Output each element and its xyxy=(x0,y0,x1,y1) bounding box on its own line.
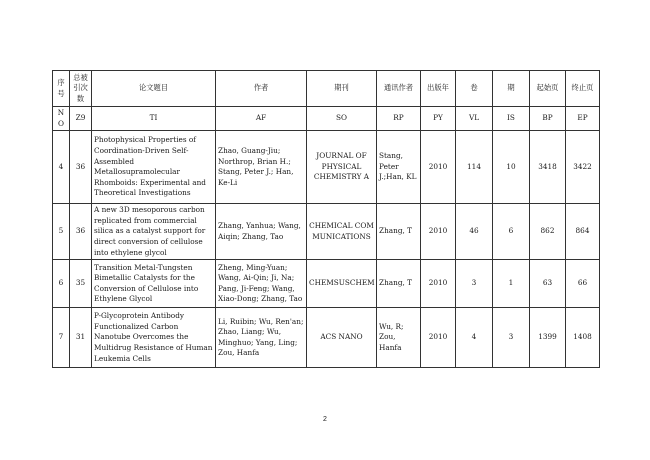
cell-start-page: 862 xyxy=(530,204,566,260)
cell-corresponding: Stang, Peter J.;Han, KL xyxy=(377,131,421,204)
cell-authors: Li, Ruibin; Wu, Ren'an; Zhao, Liang; Wu, Minghuo; Yang, Ling; Zou, Hanfa xyxy=(216,308,307,368)
table-row xyxy=(53,260,600,308)
header-issue: 期 xyxy=(493,71,530,107)
code-so: SO xyxy=(307,107,377,131)
cell-volume: 114 xyxy=(456,131,493,204)
cell-corresponding: Zhang, T xyxy=(377,204,421,260)
cell-issue: 6 xyxy=(493,204,530,260)
header-citations: 总被引次数 xyxy=(70,71,92,107)
cell-citations: 36 xyxy=(70,204,92,260)
cell-title: P-Glycoprotein Antibody Functionalized Carbon Nanotube Overcomes the Multidrug Resistance of Human Leukemia Cells xyxy=(92,308,216,368)
header-corresponding: 通讯作者 xyxy=(377,71,421,107)
cell-authors: Zheng, Ming-Yuan; Wang, Ai-Qin; Ji, Na; Pang, Ji-Feng; Wang, Xiao-Dong; Zhang, Tao xyxy=(216,260,307,308)
table-row xyxy=(53,131,600,204)
cell-year: 2010 xyxy=(421,308,456,368)
header-volume: 卷 xyxy=(456,71,493,107)
cell-no: 5 xyxy=(53,204,70,260)
header-no: 序号 xyxy=(53,71,70,107)
cell-year: 2010 xyxy=(421,204,456,260)
cell-volume: 3 xyxy=(456,260,493,308)
header-row-chinese xyxy=(53,71,600,107)
cell-journal: CHEMICAL COMMUNICATIONS xyxy=(307,204,377,260)
cell-journal: JOURNAL OF PHYSICAL CHEMISTRY A xyxy=(307,131,377,204)
code-is: IS xyxy=(493,107,530,131)
code-rp: RP xyxy=(377,107,421,131)
cell-issue: 10 xyxy=(493,131,530,204)
code-z9: Z9 xyxy=(70,107,92,131)
cell-title: Photophysical Properties of Coordination-Driven Self-Assembled Metallosupramolecular Rhomboids: Experimental and Theoretical Investigations xyxy=(92,131,216,204)
cell-year: 2010 xyxy=(421,131,456,204)
cell-issue: 3 xyxy=(493,308,530,368)
cell-authors: Zhang, Yanhua; Wang, Aiqin; Zhang, Tao xyxy=(216,204,307,260)
cell-start-page: 1399 xyxy=(530,308,566,368)
cell-corresponding: Zhang, T xyxy=(377,260,421,308)
header-start-page: 起始页 xyxy=(530,71,566,107)
header-year: 出版年 xyxy=(421,71,456,107)
publication-table xyxy=(52,70,600,368)
table-row xyxy=(53,204,600,260)
cell-end-page: 864 xyxy=(566,204,600,260)
cell-volume: 4 xyxy=(456,308,493,368)
cell-no: 4 xyxy=(53,131,70,204)
code-af: AF xyxy=(216,107,307,131)
cell-no: 6 xyxy=(53,260,70,308)
code-bp: BP xyxy=(530,107,566,131)
table-row xyxy=(53,308,600,368)
cell-corresponding: Wu, R; Zou, Hanfa xyxy=(377,308,421,368)
cell-issue: 1 xyxy=(493,260,530,308)
cell-citations: 36 xyxy=(70,131,92,204)
cell-journal: CHEMSUSCHEM xyxy=(307,260,377,308)
code-ti: TI xyxy=(92,107,216,131)
cell-year: 2010 xyxy=(421,260,456,308)
cell-start-page: 3418 xyxy=(530,131,566,204)
header-authors: 作者 xyxy=(216,71,307,107)
code-ep: EP xyxy=(566,107,600,131)
code-vl: VL xyxy=(456,107,493,131)
cell-title: A new 3D mesoporous carbon replicated from commercial silica as a catalyst support for direct conversion of cellulose into ethylene glycol xyxy=(92,204,216,260)
header-row-codes xyxy=(53,107,600,131)
cell-journal: ACS NANO xyxy=(307,308,377,368)
header-journal: 期刊 xyxy=(307,71,377,107)
code-no: NO xyxy=(53,107,70,131)
cell-authors: Zhao, Guang-Jiu; Northrop, Brian H.; Stang, Peter J.; Han, Ke-Li xyxy=(216,131,307,204)
cell-citations: 31 xyxy=(70,308,92,368)
cell-volume: 46 xyxy=(456,204,493,260)
cell-end-page: 1408 xyxy=(566,308,600,368)
cell-start-page: 63 xyxy=(530,260,566,308)
header-title: 论文题目 xyxy=(92,71,216,107)
cell-end-page: 3422 xyxy=(566,131,600,204)
cell-title: Transition Metal-Tungsten Bimetallic Catalysts for the Conversion of Cellulose into Ethylene Glycol xyxy=(92,260,216,308)
page-number: 2 xyxy=(323,416,327,423)
cell-citations: 35 xyxy=(70,260,92,308)
cell-no: 7 xyxy=(53,308,70,368)
code-py: PY xyxy=(421,107,456,131)
cell-end-page: 66 xyxy=(566,260,600,308)
header-end-page: 终止页 xyxy=(566,71,600,107)
